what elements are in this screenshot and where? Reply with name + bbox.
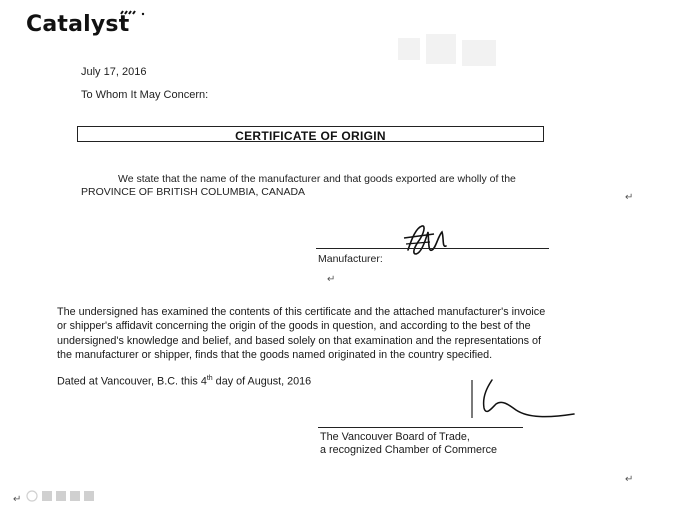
certificate-title-box [77,126,544,142]
dated-line [57,375,311,388]
manufacturer-signature-line [316,248,549,249]
paragraph-line: or shipper's affidavit concerning the origin of the goods in question, and according to the best of the [57,320,531,333]
certification-paragraph [57,305,612,362]
return-mark: ↵ [327,274,336,285]
board-description: a recognized Chamber of Commerce [320,444,498,456]
manufacturer-signature-icon [398,220,454,262]
dated-ordinal: th [206,375,213,382]
return-mark: ↵ [625,192,634,203]
board-signature-icon [462,378,582,422]
return-mark: ↵ [13,494,22,505]
board-signature-line [318,427,523,428]
footer-watermark-icon [26,488,98,504]
certificate-title: CERTIFICATE OF ORIGIN [235,129,386,143]
return-mark: ↵ [625,474,634,485]
paragraph-line: undersigned's knowledge and belief, and based solely on that examination and the representations of [57,334,542,347]
manufacturer-label: Manufacturer: [318,253,383,265]
statement-line-1: We state that the name of the manufacturer and that goods exported are wholly of the [118,173,516,185]
dated-prefix: Dated at Vancouver, B.C. this 4 [57,375,207,388]
dated-suffix: day of August, 2016 [212,375,312,388]
watermark-icon [394,28,504,78]
paragraph-line: the manufacturer or shipper, finds that the goods named originated in the country specified. [57,348,493,361]
letter-date: July 17, 2016 [81,66,147,78]
paragraph-line: The undersigned has examined the contents of this certificate and the attached manufacturer's invoice [57,306,546,318]
brand-mark-icon [119,8,149,22]
brand-logo-text: Catalyst [26,12,130,37]
statement-line-2: PROVINCE OF BRITISH COLUMBIA, CANADA [81,186,306,198]
salutation: To Whom It May Concern: [81,89,209,101]
board-name: The Vancouver Board of Trade, [320,431,470,443]
